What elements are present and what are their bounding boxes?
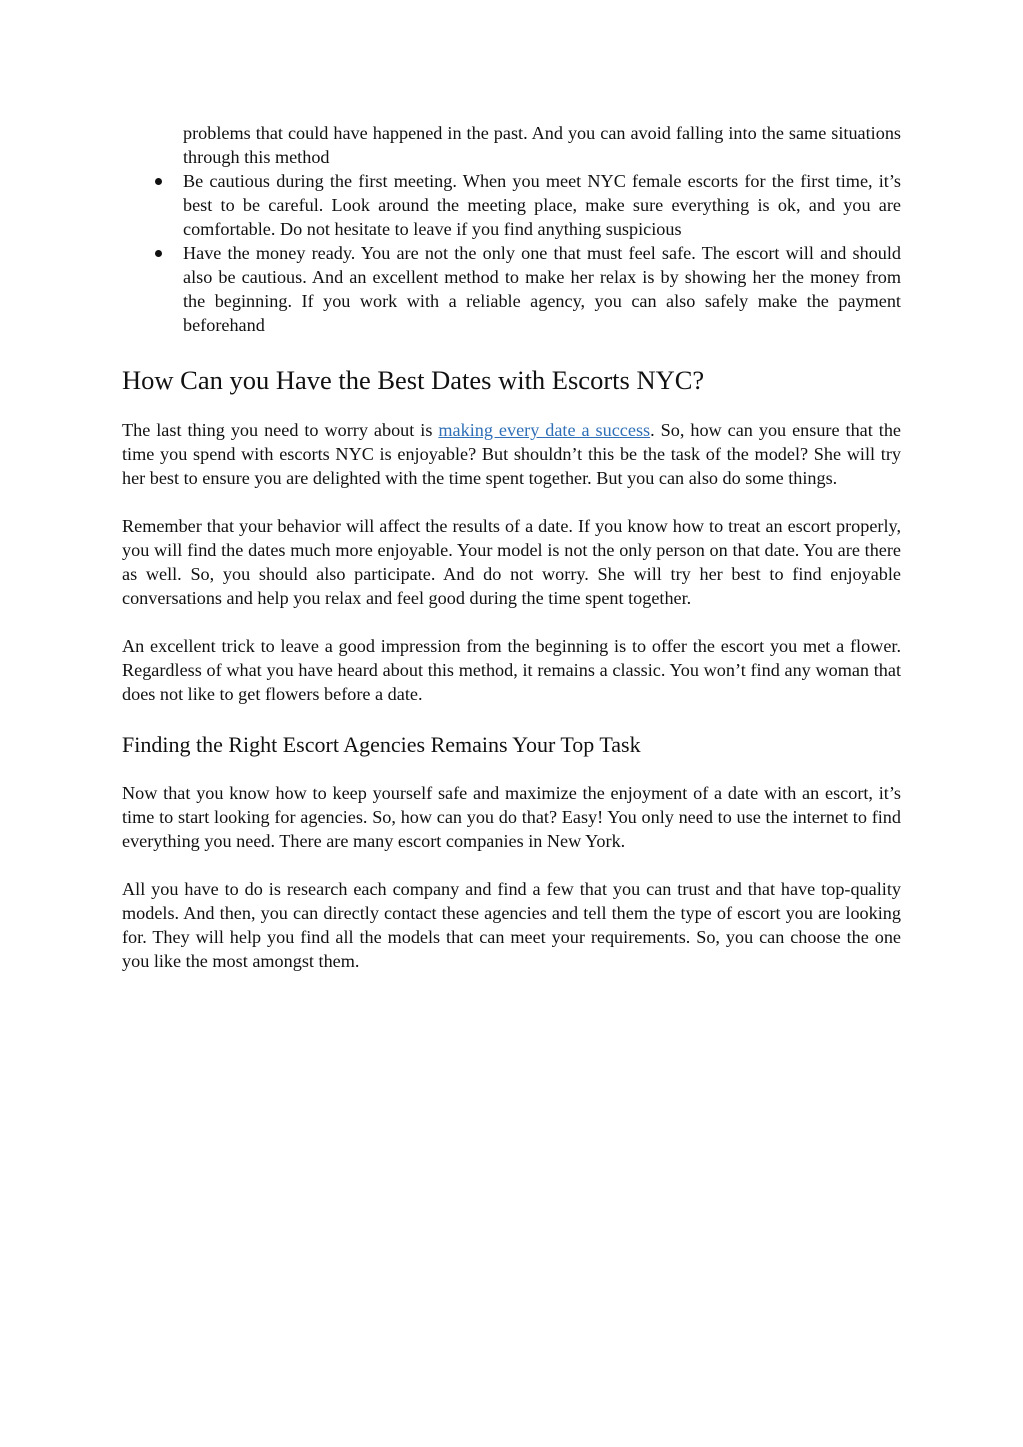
- list-item: [122, 169, 901, 241]
- list-item-text: Be cautious during the first meeting. When you meet NYC female escorts for the first time, it’s best to be careful. Look around the meeting place, make sure everything is ok, and you are comfortable. Do not hesitate to leave if you find anything suspicious: [183, 171, 901, 239]
- making-every-date-link[interactable]: making every date a success: [438, 420, 651, 440]
- tips-list: [122, 121, 901, 337]
- paragraph: Remember that your behavior will affect the results of a date. If you know how to treat an escort properly, you will find the dates much more enjoyable. Your model is not the only person on that date. You are there as well. So, you should also participate. And do not worry. She will try her best to find enjoyable conversations and help you relax and feel good during the time spent together.: [122, 516, 901, 608]
- paragraph: Now that you know how to keep yourself safe and maximize the enjoyment of a date with an escort, it’s time to start looking for agencies. So, how can you do that? Easy! You only need to use the internet to find everything you need. There are many escort companies in New York.: [122, 783, 901, 851]
- paragraph: An excellent trick to leave a good impression from the beginning is to offer the escort you met a flower. Regardless of what you have heard about this method, it remains a classic. You won’t find any woman that does not like to get flowers before a date.: [122, 636, 901, 704]
- paragraph: All you have to do is research each company and find a few that you can trust and that have top-quality models. And then, you can directly contact these agencies and tell them the type of escort you are looking for. They will help you find all the models that can meet your requirements. So, you can choose the one you like the most amongst them.: [122, 879, 901, 971]
- bullet-icon: [155, 250, 162, 257]
- paragraph-text: . So, how can you ensure that the time you spend with escorts NYC is enjoyable? But shouldn’t this be the task of the model? She will try her best to ensure you are delighted with the time spent together. But you can also do some things.: [122, 420, 901, 488]
- list-item-continuation: [122, 121, 901, 169]
- list-item-text: Have the money ready. You are not the only one that must feel safe. The escort will and should also be cautious. And an excellent method to make her relax is by showing her the money from the beginning. If you work with a reliable agency, you can also safely make the payment beforehand: [183, 243, 901, 335]
- list-item-text: problems that could have happened in the past. And you can avoid falling into the same situations through this method: [183, 123, 901, 167]
- section-heading-best-dates: How Can you Have the Best Dates with Escorts NYC?: [122, 365, 705, 395]
- paragraph: [122, 418, 901, 490]
- document-page: [122, 121, 901, 973]
- bullet-icon: [155, 178, 162, 185]
- paragraph-text: The last thing you need to worry about is: [122, 420, 439, 440]
- section-heading-escort-agencies: Finding the Right Escort Agencies Remains Your Top Task: [122, 732, 641, 757]
- list-item: [122, 241, 901, 337]
